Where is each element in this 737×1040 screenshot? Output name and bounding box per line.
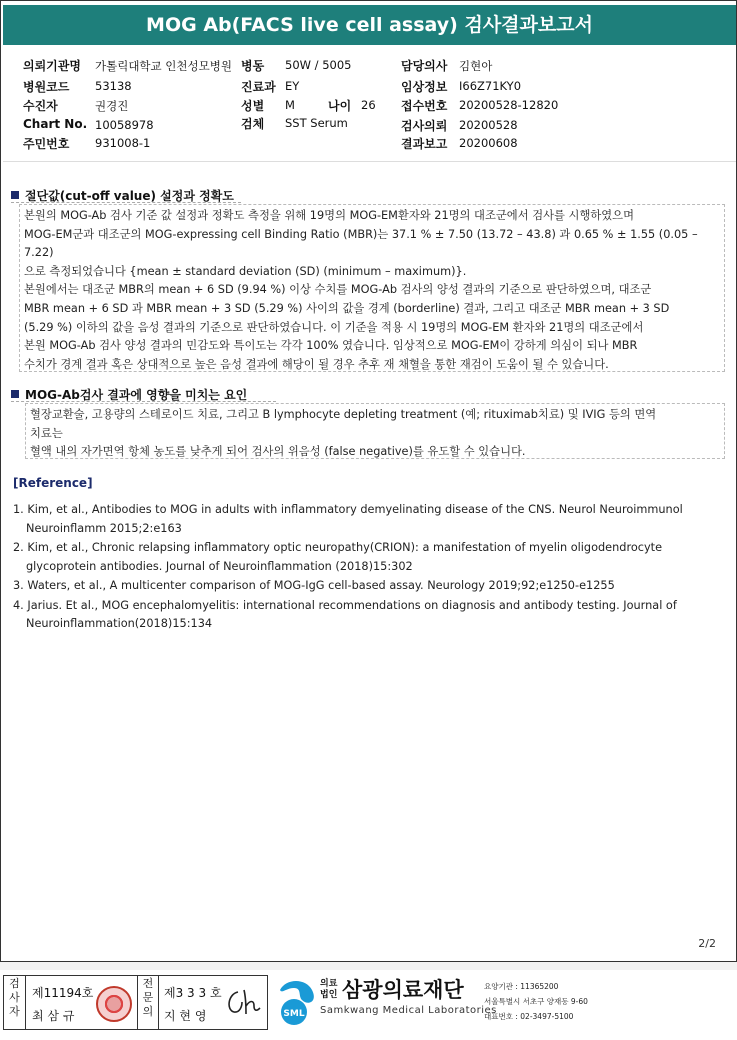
org-english-name: Samkwang Medical Laboratories — [320, 1005, 497, 1016]
specialist-license: 제3 3 3 호 — [164, 986, 222, 1000]
ward-value: 50W / 5005 — [285, 58, 352, 72]
factors-line: 혈액 내의 자가면역 항체 농도를 낮추게 되어 검사의 위음성 (false negative)를 유도할 수 있습니다. — [30, 445, 526, 459]
signature-box — [3, 975, 268, 1030]
report-title: MOG Ab(FACS live cell assay) 검사결과보고서 — [3, 5, 736, 45]
ward-label: 병동 — [241, 59, 265, 73]
section-cutoff-body — [19, 204, 725, 372]
clinical-label: 임상정보 — [401, 80, 448, 94]
specialist-label: 전문의 — [137, 976, 159, 1029]
chart-label: Chart No. — [23, 117, 88, 131]
tester-license: 제11194호 — [32, 986, 94, 1000]
age-value: 26 — [361, 98, 376, 112]
seal-stamp-icon — [96, 986, 132, 1022]
doctor-label: 담당의사 — [401, 59, 448, 73]
cutoff-line: (5.29 %) 이하의 값을 음성 결과의 기준으로 판단하였습니다. 이 기준을 적용 시 19명의 MOG-EM 환자와 21명의 대조군에서 — [24, 320, 644, 334]
dept-label: 진료과 — [241, 80, 276, 94]
cutoff-line: 수치가 경계 결과 혹은 상대적으로 높은 음성 결과에 해당이 될 경우 추후 재 채혈을 통한 재검이 도움이 될 수 있습니다. — [24, 357, 609, 371]
chart-value: 10058978 — [95, 118, 154, 132]
code-label: 병원코드 — [23, 80, 70, 94]
result-label: 결과보고 — [401, 137, 448, 151]
request-label: 검사의뢰 — [401, 119, 448, 133]
hospital-label: 의뢰기관명 — [23, 59, 81, 73]
id-value: 931008-1 — [95, 136, 151, 150]
patient-info-block — [23, 53, 713, 153]
factors-line: 혈장교환술, 고용량의 스테로이드 치료, 그리고 B lymphocyte depleting treatment (예; rituximab치료) 및 IVIG 등의 면역 — [30, 408, 657, 421]
request-value: 20200528 — [459, 118, 518, 132]
section-factors-body — [25, 403, 725, 459]
code-value: 53138 — [95, 79, 132, 93]
org-prefix: 의료 법인 — [320, 979, 338, 1000]
result-value: 20200608 — [459, 136, 518, 150]
specimen-value: SST Serum — [285, 116, 348, 130]
receipt-label: 접수번호 — [401, 99, 448, 113]
name-value: 권경진 — [95, 99, 129, 113]
specimen-label: 검체 — [241, 117, 265, 131]
tester-name: 최 삼 규 — [32, 1009, 75, 1023]
hospital-value: 가톨릭대학교 인천성모병원 — [95, 59, 232, 73]
cutoff-line: 으로 측정되었습니다 {mean ± standard deviation (SD) (minimum – maximum)}. — [24, 264, 467, 278]
reference-item: 2. Kim, et al., Chronic relapsing inflammatory optic neuropathy(CRION): a manifestation of myelin oligodendrocyte glycoprotein antibodies. Journal of Neuroinflammation (2018)15:302 — [13, 541, 663, 573]
org-name: 삼광의료재단 — [342, 978, 464, 1002]
reference-title: [Reference] — [13, 476, 93, 490]
section-marker-icon — [11, 390, 19, 398]
page-number: 2/2 — [698, 937, 716, 950]
receipt-value: 20200528-12820 — [459, 98, 559, 112]
sex-label: 성별 — [241, 99, 265, 113]
cutoff-line: 본원에서는 대조군 MBR의 mean + 6 SD (9.94 %) 이상 수치를 MOG-Ab 검사의 양성 결과의 기준으로 판단하였으며, 대조군 — [24, 283, 652, 297]
cutoff-line: 7.22) — [24, 246, 54, 260]
reference-item: 3. Waters, et al., A multicenter comparison of MOG-IgG cell-based assay. Neurology 2019;92;e1250-e1255 — [13, 579, 615, 592]
id-label: 주민번호 — [23, 137, 70, 151]
reference-list — [13, 501, 713, 635]
name-label: 수진자 — [23, 99, 58, 113]
signature-icon — [224, 986, 264, 1020]
section-cutoff-heading — [11, 187, 241, 204]
doctor-value: 김현아 — [459, 59, 493, 73]
section-marker-icon — [11, 191, 19, 199]
sml-logo-icon — [272, 976, 318, 1026]
dept-value: EY — [285, 79, 300, 93]
section-factors-title: MOG-Ab검사 결과에 영향을 미치는 요인 — [25, 388, 248, 402]
section-cutoff-title: 절단값(cut-off value) 설정과 정확도 — [25, 189, 234, 203]
cutoff-line: MBR mean + 6 SD 과 MBR mean + 3 SD (5.29 %) 사이의 값을 경계 (borderline) 결과, 그리고 대조군 MBR mean + 3 SD — [24, 301, 670, 315]
factors-line: 치료는 — [30, 426, 63, 440]
reference-item: 4. Jarius. Et al., MOG encephalomyelitis: international recommendations on diagnosis and antibody testing. Journal of Neuroinflammation(2018)15:134 — [13, 598, 677, 630]
footer-divider — [0, 962, 737, 970]
org-contact: 요양기관 : 11365200 서울특별시 서초구 양재동 9-60 대표번호 : 02-3497-5100 — [484, 982, 588, 1021]
cutoff-line: 본원 MOG-Ab 검사 양성 결과의 민감도와 특이도는 각각 100% 였습니다. 임상적으로 MOG-EM이 강하게 의심이 되나 MBR — [24, 339, 638, 353]
sex-value: M — [285, 98, 295, 112]
svg-text:SML: SML — [283, 1009, 305, 1019]
age-label: 나이 — [328, 99, 352, 113]
reference-item: 1. Kim, et al., Antibodies to MOG in adults with inflammatory demyelinating disease of the CNS. Neurol Neuroimmunol Neuroinflamm 2015;2:e163 — [13, 503, 683, 535]
specialist-name: 지 현 영 — [164, 1009, 207, 1023]
section-factors-heading — [11, 386, 276, 403]
cutoff-line: MOG-EM군과 대조군의 MOG-expressing cell Binding Ratio (MBR)는 37.1 % ± 7.50 (13.72 – 43.8) 과 0.65 % ± 1.55 (0.05 – — [24, 227, 698, 241]
clinical-value: I66Z71KY0 — [459, 79, 522, 93]
tester-label: 검사자 — [4, 976, 26, 1029]
header-divider — [3, 161, 736, 162]
cutoff-line: 본원의 MOG-Ab 검사 기준 값 설정과 정확도 측정을 위해 19명의 MOG-EM환자와 21명의 대조군에서 검사를 시행하였으며 — [24, 209, 635, 222]
